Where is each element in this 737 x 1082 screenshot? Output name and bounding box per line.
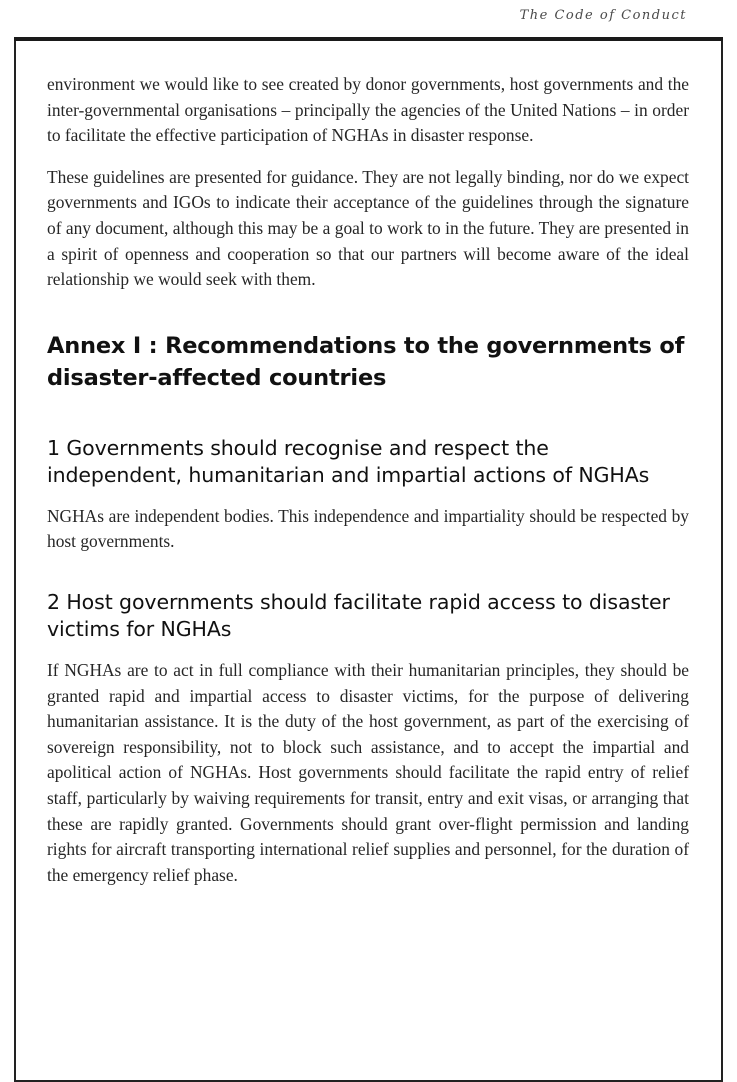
section-2-heading: 2 Host governments should facilitate rapid access to disaster victims for NGHAs — [47, 589, 670, 641]
section-1-heading: 1 Governments should recognise and respect the independent, humanitarian and impartial actions of NGHAs — [47, 435, 650, 487]
running-header: The Code of Conduct — [519, 8, 687, 23]
section-1-body: NGHAs are independent bodies. This independence and impartiality should be respected by host governments. — [47, 505, 689, 552]
section-2-body: If NGHAs are to act in full compliance with their humanitarian principles, they should be granted rapid and impartial access to disaster victims, for the purpose of delivering humanitarian assistance. It is the duty of the host government, as part of the exercising of sovereign responsibility, not to block such assistance, and to accept the impartial and apolitical action of NGHAs. Host governments should facilitate the rapid entry of relief staff, particularly by waiving requirements for transit, entry and exit visas, or arranging that these are rapidly granted. Governments should grant over-flight permission and landing rights for aircraft transporting international relief supplies and personnel, for the duration of the emergency relief phase. — [47, 659, 689, 885]
intro-paragraph-2: These guidelines are presented for guidance. They are not legally binding, nor do we expect governments and IGOs to indicate their acceptance of the guidelines through the signature of any document, although this may be a goal to work to in the future. They are presented in a spirit of openness and cooperation so that our partners will become aware of the ideal relationship we would seek with them. — [47, 166, 689, 290]
frame-top-rule — [14, 37, 723, 41]
intro-paragraph-1: environment we would like to see created by donor governments, host governments and the inter-governmental organisations – principally the agencies of the United Nations – in order to facilitate the effective participation of NGHAs in disaster response. — [47, 74, 689, 146]
page-content — [47, 72, 689, 888]
annex-title: Annex I : Recommendations to the governments of disaster-affected countries — [47, 332, 685, 391]
